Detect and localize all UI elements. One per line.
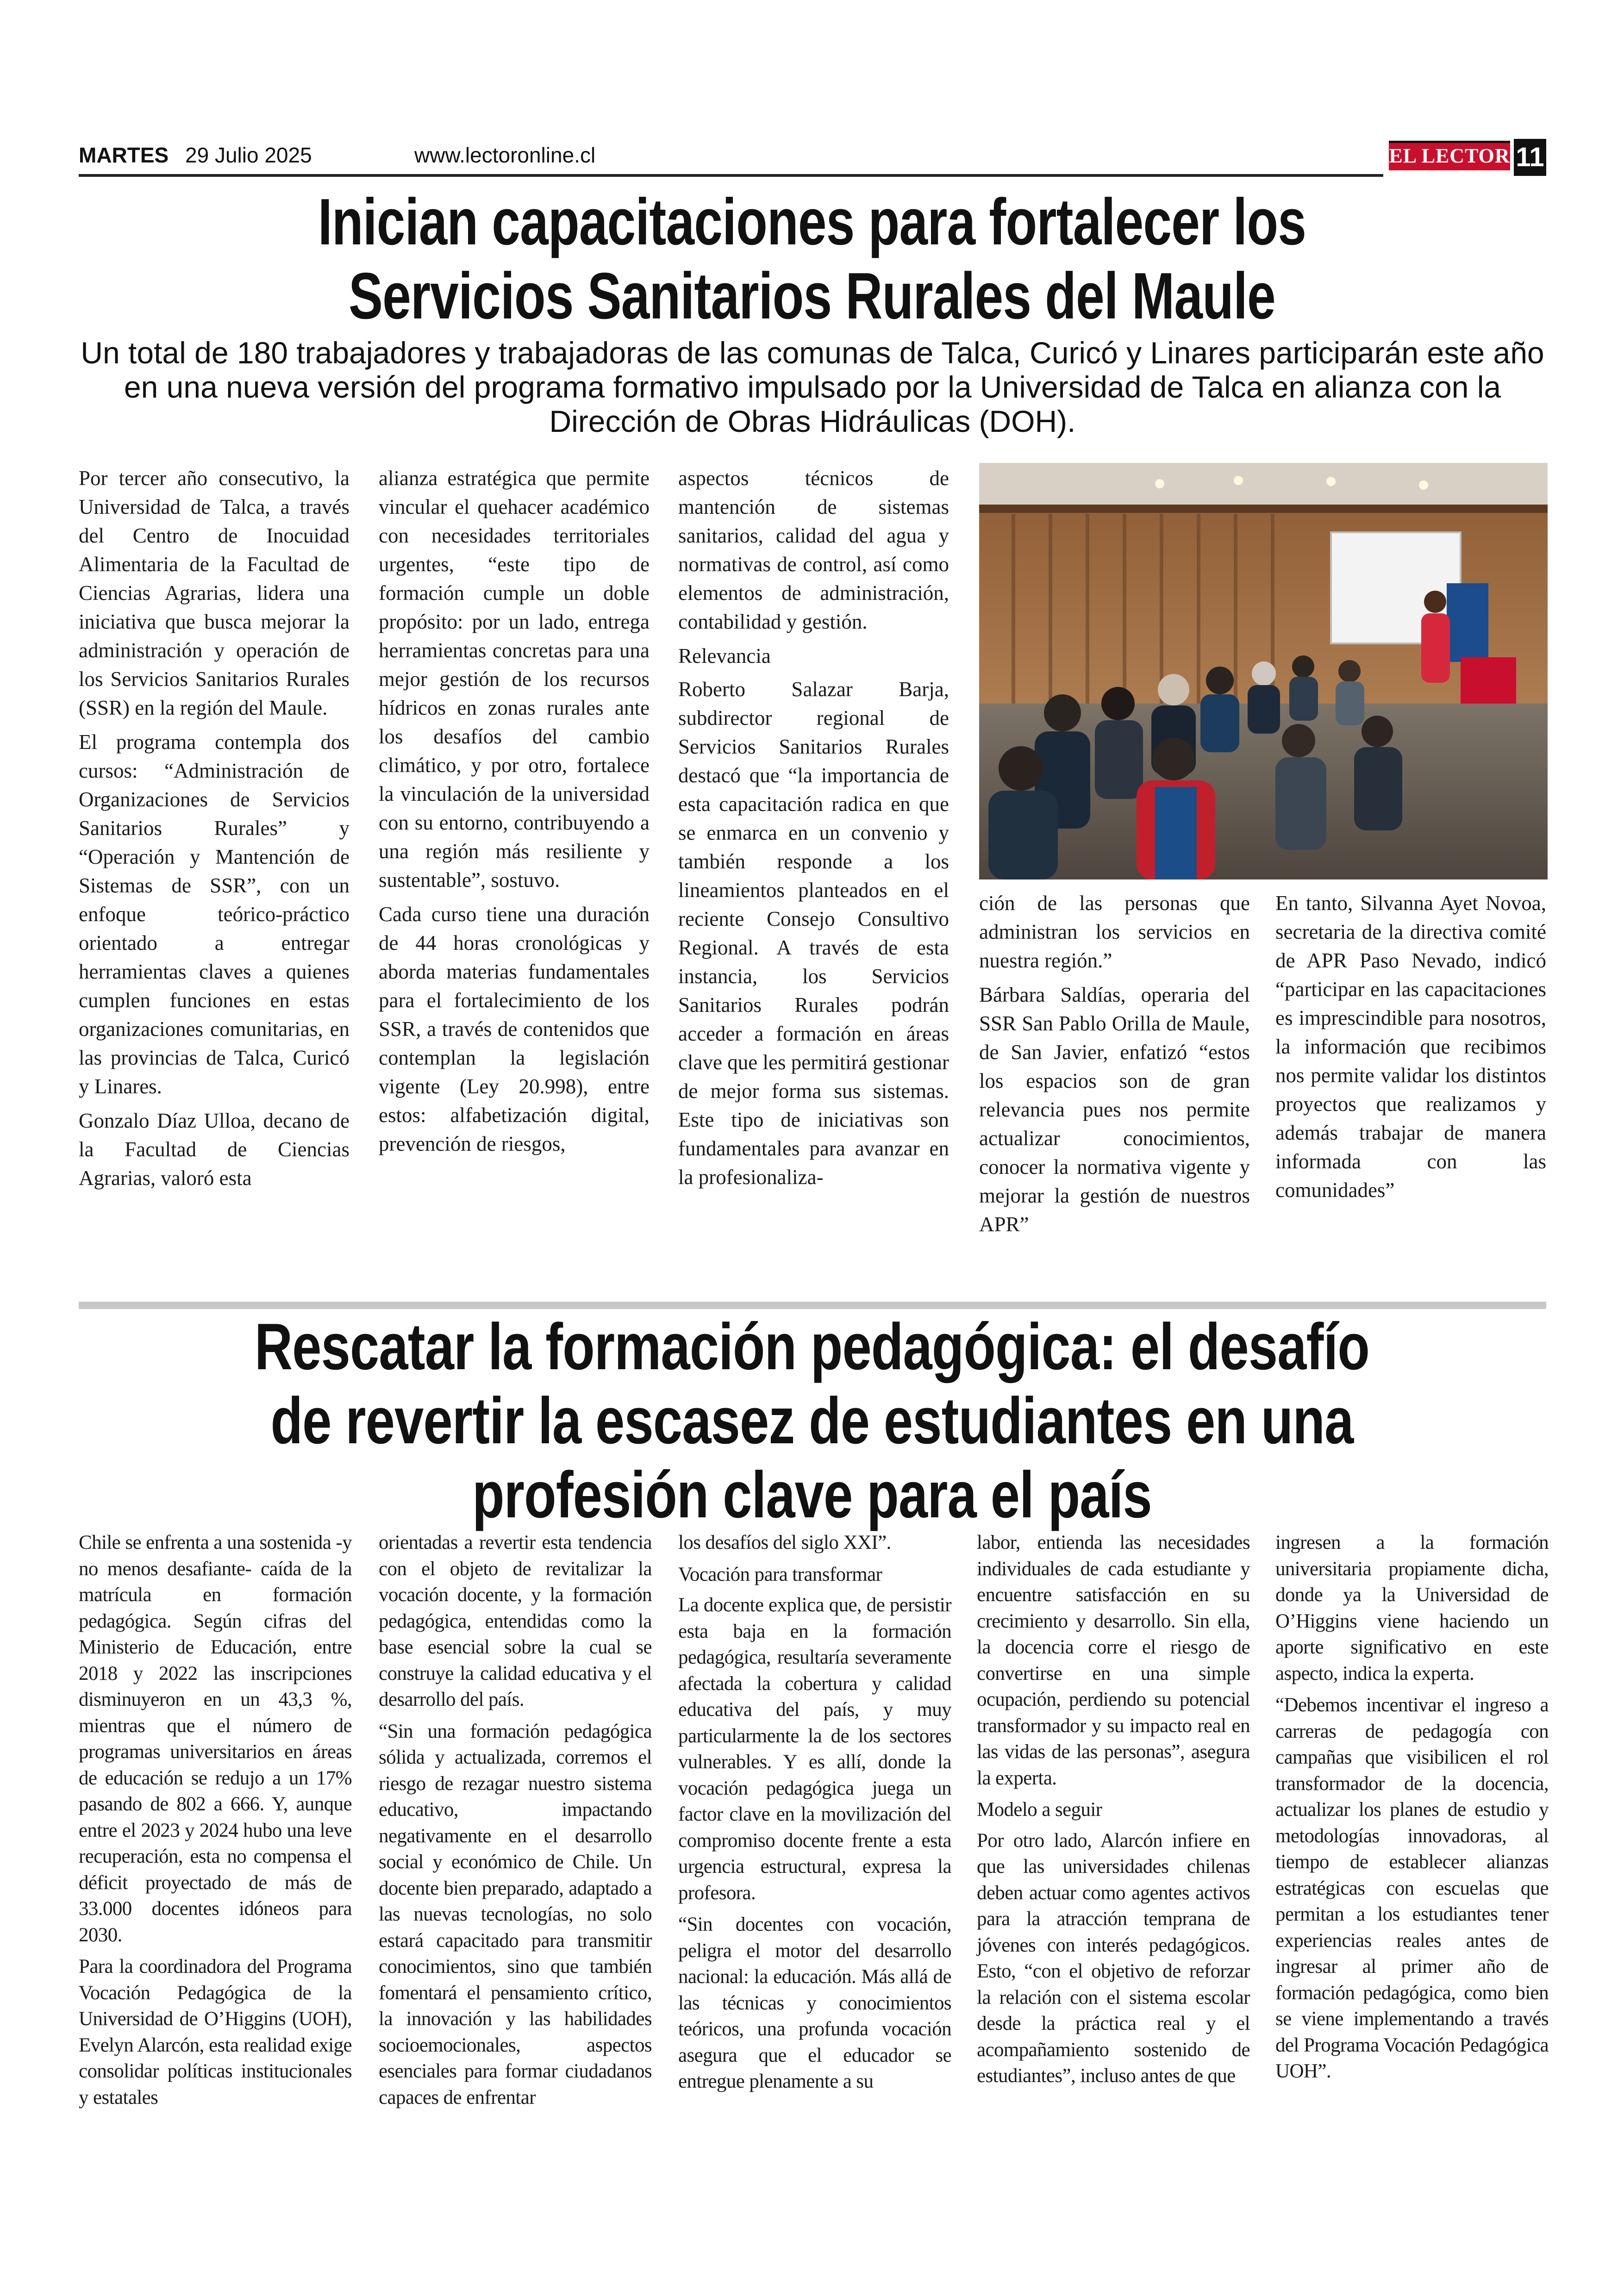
- newspaper-logo: [1389, 141, 1510, 170]
- paragraph: alianza estratégica que permite vincular el quehacer académico con necesidades territoriales urgentes, “este tipo de formación cumple un doble propósito: por un lado, entrega herramientas concretas para una mejor gestión de los recursos hídricos en zonas rurales ante los desafíos del cambio climático, y por otro, fortalece la vinculación de la universidad con su entorno, contribuyendo a una región más resiliente y sustentable”, sostuvo.: [379, 467, 650, 892]
- page-number: 11: [1516, 142, 1544, 172]
- article2-column-3: [678, 1530, 951, 2101]
- paragraph: En tanto, Silvanna Ayet Novoa, secretaria de la directiva comité de APR Paso Nevado, indicó “participar en las capacitaciones es imprescindible para nosotros, la información que recibimos nos permite validar los distintos proyectos que realizamos y además trabajar de manera informada con las comunidades”: [1275, 892, 1546, 1202]
- paragraph: ingresen a la formación universitaria propiamente dicha, donde ya la Universidad de O’Higgins viene haciendo un aporte significativo en este aspecto, indica la experta.: [1275, 1532, 1549, 1684]
- paragraph: los desafíos del siglo XXI”.: [678, 1532, 891, 1553]
- article2-column-5: [1275, 1530, 1549, 2090]
- header-url[interactable]: www.lectoronline.cl: [414, 143, 596, 167]
- paragraph: Por tercer año consecutivo, la Universidad de Talca, a través del Centro de Inocuidad Alimentaria de la Facultad de Ciencias Agrarias, lidera una iniciativa que busca mejorar la administración y operación de los Servicios Sanitarios Rurales (SSR) en la región del Maule.: [79, 467, 350, 719]
- paragraph: Gonzalo Díaz Ulloa, decano de la Facultad de Ciencias Agrarias, valoró esta: [79, 1109, 350, 1190]
- section-subtitle: Vocación para transformar: [678, 1563, 882, 1585]
- article1-subhead: Un total de 180 trabajadores y trabajadoras de las comunas de Talca, Curicó y Linares participarán este año en una nueva versión del programa formativo impulsado por la Universidad de Talca en alianza con la Dirección de Obras Hidráulicas (DOH).: [81, 336, 1544, 438]
- page-number-box: [1514, 139, 1546, 176]
- header-rule: [79, 174, 1383, 177]
- paragraph: Para la coordinadora del Programa Vocación Pedagógica de la Universidad de O’Higgins (UOH), Evelyn Alarcón, esta realidad exige consolidar políticas institucionales y estatales: [79, 1956, 352, 2108]
- article2-column-4: [977, 1530, 1250, 2095]
- paragraph: ción de las personas que administran los servicios en nuestra región.”: [979, 892, 1250, 972]
- paragraph: aspectos técnicos de mantención de sistemas sanitarios, calidad del agua y normativas de control, así como elementos de administración, contabilidad y gestión.: [678, 467, 949, 633]
- article1-column-5: [1275, 889, 1546, 1210]
- article-separator: [79, 1302, 1546, 1309]
- article1-headline: Inician capacitaciones para fortalecer los Servicios Sanitarios Rurales del Maule: [318, 185, 1306, 333]
- paragraph: “Debemos incentivar el ingreso a carreras de pedagogía con campañas que visibilicen el rol transformador de la docencia, actualizar los planes de estudio y metodologías innovadoras, al tiempo de establecer alianzas estratégicas con escuelas que permitan a los estudiantes tener experiencias reales antes de ingresar al primer año de formación pedagógica, como bien se viene implementando a través del Programa Vocación Pedagógica UOH”.: [1275, 1694, 1549, 2082]
- page-header: [79, 139, 1546, 178]
- article1-column-4: [979, 889, 1250, 1244]
- paragraph: “Sin docentes con vocación, peligra el motor del desarrollo nacional: la educación. Más allá de las técnicas y conocimientos teóricos, una profunda vocación asegura que el educador se entregue plenamente a su: [678, 1914, 951, 2092]
- article1-column-3: [678, 464, 949, 1197]
- paragraph: Por otro lado, Alarcón infiere en que las universidades chilenas deben actuar como agentes activos para la atracción temprana de jóvenes con interés pedagógicos. Esto, “con el objetivo de reforzar la relación con el sistema escolar desde la práctica real y el acompañamiento sostenido de estudiantes”, incluso antes de que: [977, 1829, 1250, 2087]
- article1-column-1: [79, 464, 350, 1198]
- paragraph: “Sin una formación pedagógica sólida y actualizada, corremos el riesgo de rezagar nuestro sistema educativo, impactando negativamente en el desarrollo social y económico de Chile. Un docente bien preparado, adaptado a las nuevas tecnologías, no solo estará capacitado para transmitir conocimientos, sino que también fomentará el pensamiento crítico, la innovación y las habilidades socioemocionales, aspectos esenciales para formar ciudadanos capaces de enfrentar: [379, 1720, 652, 2108]
- paragraph: El programa contempla dos cursos: “Administración de Organizaciones de Servicios Sanitarios Rurales” y “Operación y Mantención de Sistemas de SSR”, con un enfoque teórico-práctico orientado a entregar herramientas claves a quienes cumplen funciones en estas organizaciones comunitarias, en las provincias de Talca, Curicó y Linares.: [79, 730, 350, 1098]
- header-date: 29 Julio 2025: [185, 143, 312, 167]
- article1-column-2: [379, 464, 650, 1164]
- paragraph: La docente explica que, de persistir esta baja en la formación pedagógica, resultaría severamente afectada la cobertura y calidad educativa del país, y muy particularmente la de los sectores vulnerables. Y es allí, donde la vocación pedagógica juega un factor clave en la movilización del compromiso docente frente a esta urgencia estructural, expresa la profesora.: [678, 1594, 951, 1904]
- header-day: MARTES: [79, 143, 169, 167]
- training-session-photo: [979, 463, 1548, 879]
- paragraph: Roberto Salazar Barja, subdirector regional de Servicios Sanitarios Rurales destacó que “la importancia de esta capacitación radica en que se enmarca en un convenio y también responde a los lineamientos planteados en el reciente Consejo Consultivo Regional. A través de esta instancia, los Servicios Sanitarios Rurales podrán acceder a formación en áreas clave que les permitirá gestionar de mejor forma sus sistemas. Este tipo de iniciativas son fundamentales para avanzar en la profesionaliza-: [678, 678, 949, 1189]
- article2-headline: Rescatar la formación pedagógica: el desafío de revertir la escasez de estudiantes en una profesión clave para el país: [254, 1310, 1369, 1532]
- paragraph: Bárbara Saldías, operaria del SSR San Pablo Orilla de Maule, de San Javier, enfatizó “estos los espacios son de gran relevancia pues nos permite actualizar conocimientos, conocer la normativa vigente y mejorar la gestión de nuestros APR”: [979, 983, 1250, 1236]
- paragraph: Cada curso tiene una duración de 44 horas cronológicas y aborda materias fundamentales para el fortalecimiento de los SSR, a través de contenidos que contemplan la legislación vigente (Ley 20.998), entre estos: alfabetización digital, prevención de riesgos,: [379, 903, 650, 1155]
- paragraph: orientadas a revertir esta tendencia con el objeto de revitalizar la vocación docente, y la formación pedagógica, entendidas como la base esencial sobre la cual se construye la calidad educativa y el desarrollo del país.: [379, 1532, 652, 1710]
- section-subtitle: Relevancia: [678, 644, 771, 667]
- logo-text: EL LECTOR: [1389, 144, 1510, 167]
- article2-column-1: [79, 1530, 352, 2116]
- section-subtitle: Modelo a seguir: [977, 1799, 1102, 1821]
- paragraph: Chile se enfrenta a una sostenida -y no menos desafiante- caída de la matrícula en formación pedagógica. Según cifras del Ministerio de Educación, entre 2018 y 2022 las inscripciones disminuyeron en un 43,3 %, mientras que el número de programas universitarios en áreas de educación se redujo a un 17% pasando de 802 a 666. Y, aunque entre el 2023 y 2024 hubo una leve recuperación, esta no compensa el déficit proyectado de más de 33.000 docentes idóneos para 2030.: [79, 1532, 352, 1946]
- article2-column-2: [379, 1530, 652, 2116]
- paragraph: labor, entienda las necesidades individuales de cada estudiante y encuentre satisfacción en su crecimiento y desarrollo. Sin ella, la docencia corre el riesgo de convertirse en una simple ocupación, perdiendo su potencial transformador y su impacto real en las vidas de las personas”, asegura la experta.: [977, 1532, 1250, 1789]
